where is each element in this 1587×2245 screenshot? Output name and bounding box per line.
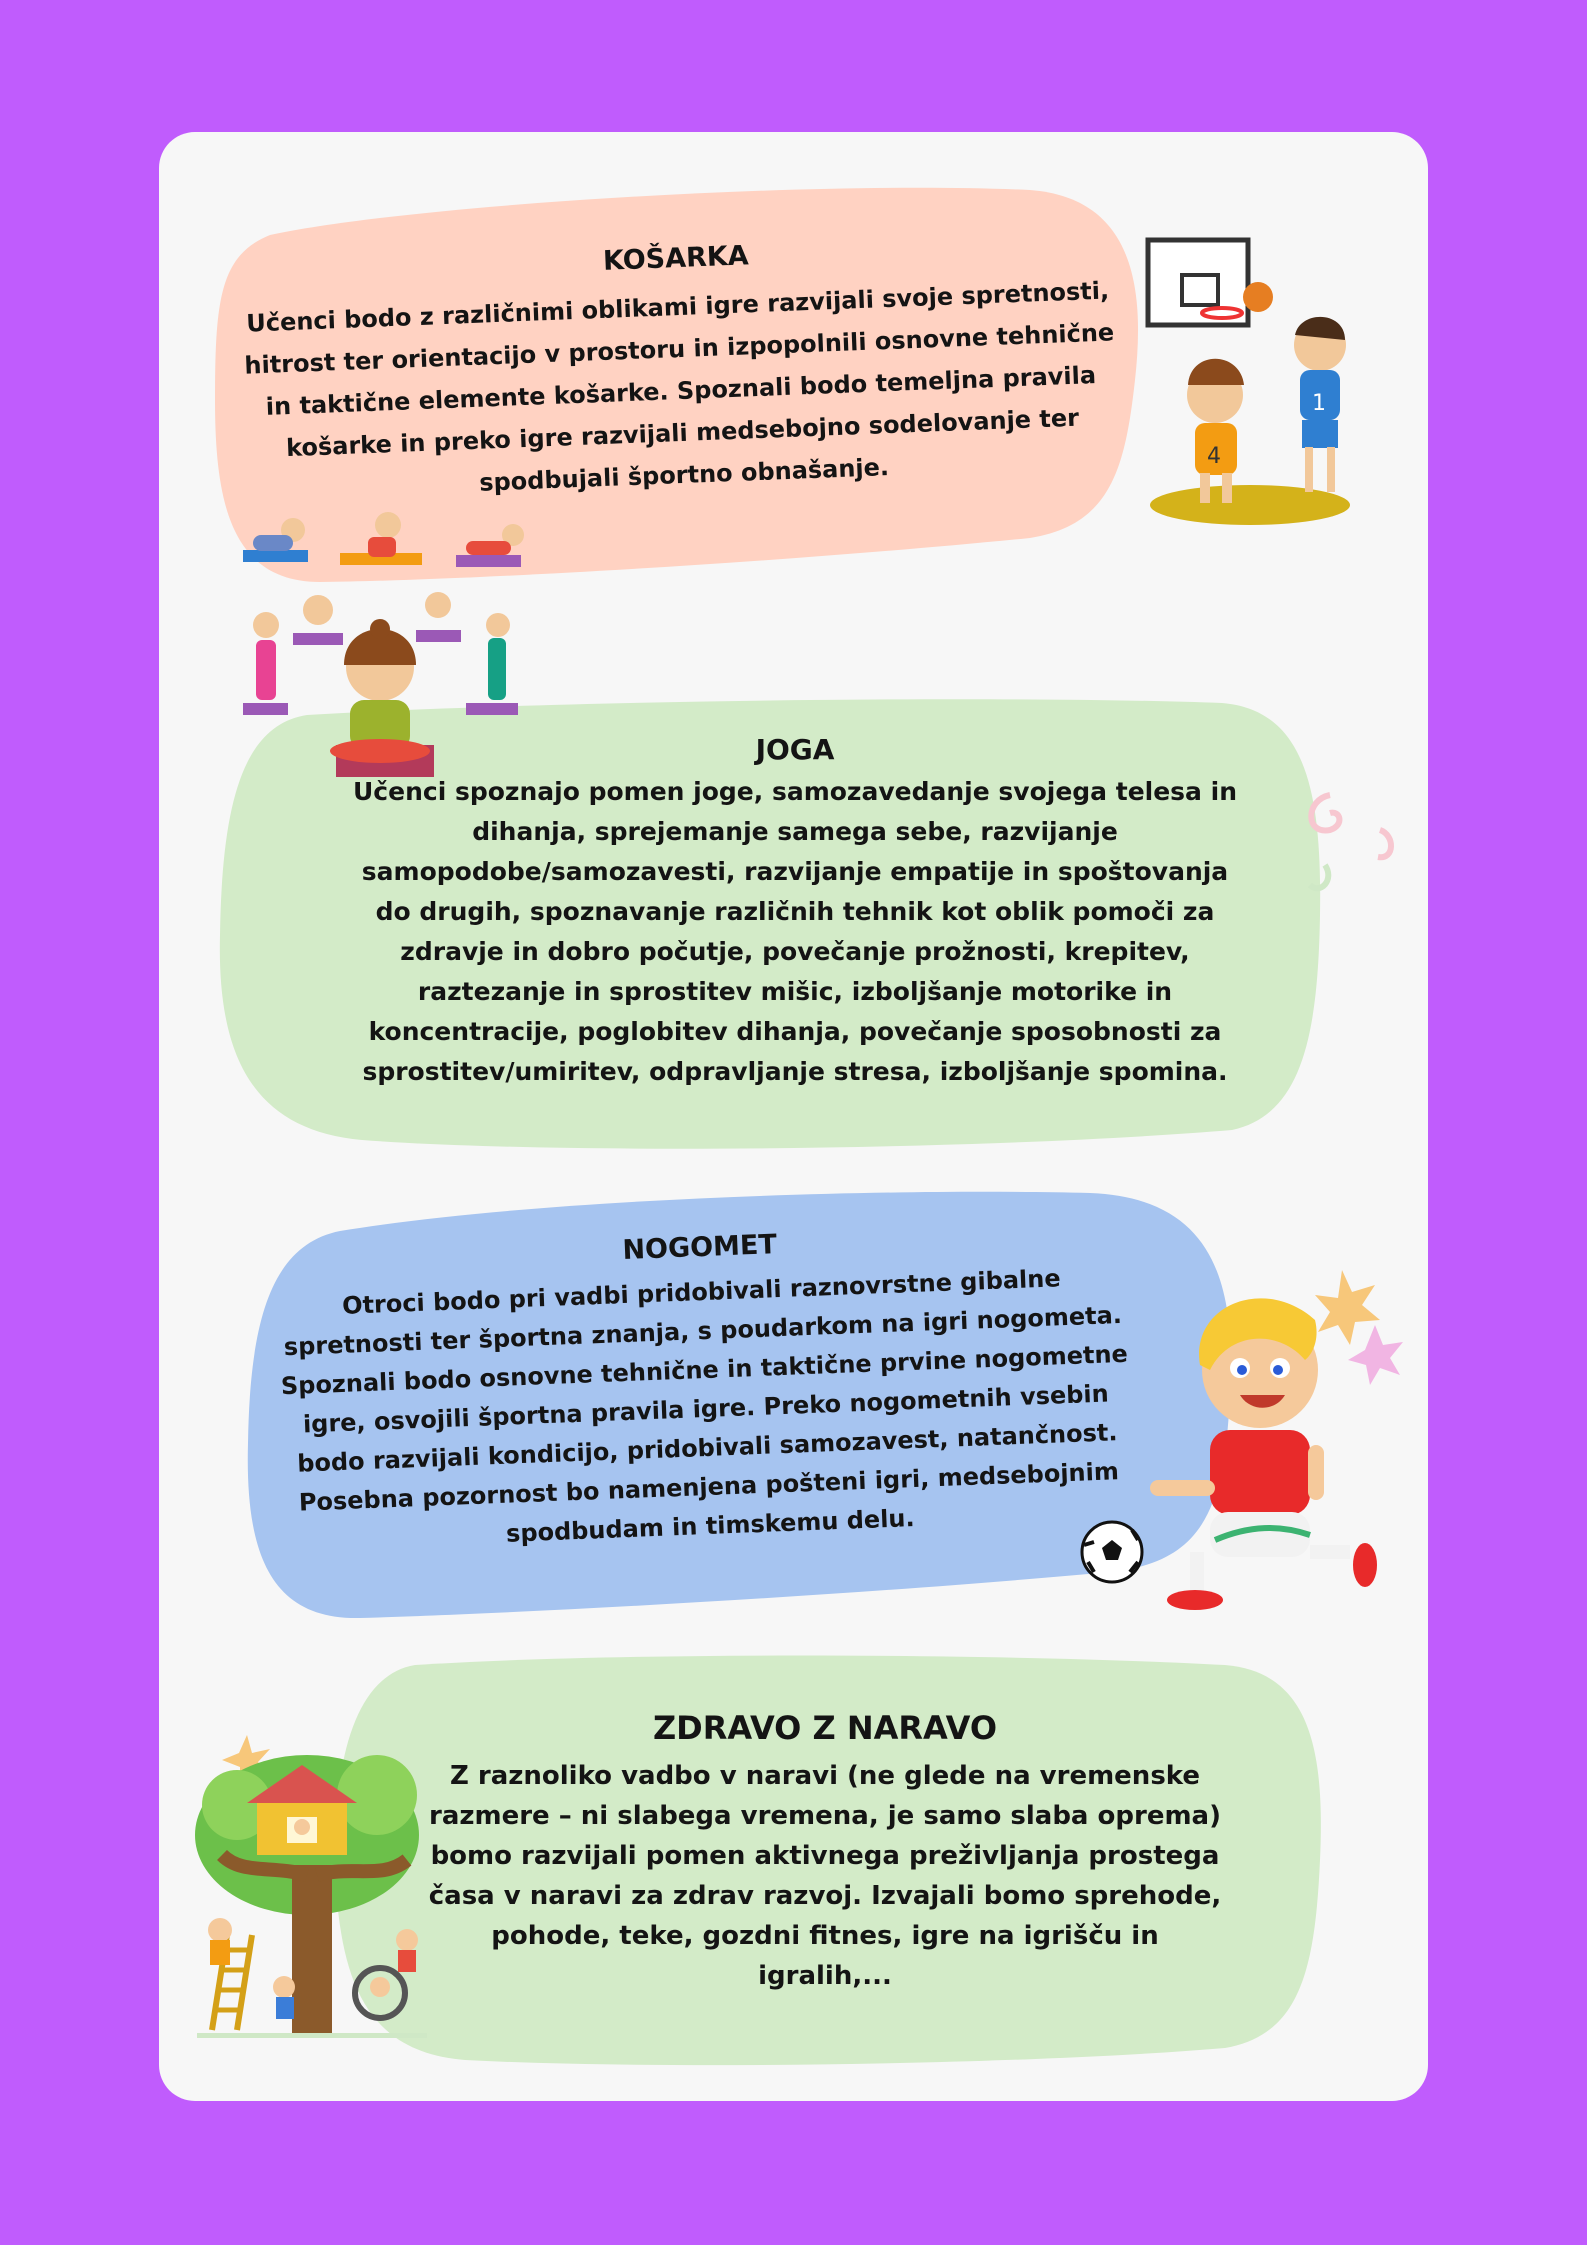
yoga-kids-icon	[238, 505, 538, 780]
joga-title: JOGA	[755, 733, 835, 766]
kosarka-title: KOŠARKA	[602, 240, 750, 277]
nogomet-title: NOGOMET	[621, 1229, 778, 1267]
zdravo-section	[420, 1708, 1230, 1996]
kosarka-body: Učenci bodo z različnimi oblikami igre razvijali svoje spretnosti, hitrost ter orientacijo v prostoru in izpopolnili osnovne tehnične in taktične elemente košarke. Spoznali bodo temeljna pravila košarke in preko igre razvijali medsebojno sodelovanje ter spodbujali športno obnašanje.	[243, 276, 1115, 497]
treehouse-kids-icon	[192, 1725, 432, 2040]
soccer-boy-icon	[1080, 1270, 1410, 1620]
nogomet-body: Otroci bodo pri vadbi pridobivali raznovrstne gibalne spretnosti ter športna znanja, s poudarkom na igri nogometa. Spoznali bodo osnovne tehnične in taktične prvine nogometne igre, osvojili športna pravila igre. Preko nogometnih vsebin bodo razvijali kondicijo, pridobivali samozavest, natančnost. Posebna pozornost bo namenjena pošteni igri, medsebojnim spodbudam in timskemu delu.	[280, 1264, 1129, 1548]
svg-text:4: 4	[1207, 444, 1221, 469]
joga-section	[350, 730, 1240, 1092]
svg-text:1: 1	[1312, 391, 1326, 416]
zdravo-body: Z raznoliko vadbo v naravi (ne glede na vremenske razmere – ni slabega vremena, je samo slaba oprema) bomo razvijali pomen aktivnega preživljanja prostega časa v naravi za zdrav razvoj. Izvajali bomo sprehode, pohode, teke, gozdni fitnes, igre na igrišču in igralih,...	[428, 1761, 1222, 1991]
kosarka-section	[235, 221, 1124, 513]
joga-body: Učenci spoznajo pomen joge, samozavedanje svojega telesa in dihanja, sprejemanje samega sebe, razvijanje samopodobe/samozavesti, razvijanje empatije in spoštovanja do drugih, spoznavanje različnih tehnik kot oblik pomoči za zdravje in dobro počutje, povečanje prožnosti, krepitev, raztezanje in sprostitev mišic, izboljšanje motorike in koncentracije, poglobitev dihanja, povečanje sposobnosti za sprostitev/umiritev, odpravljanje stresa, izboljšanje spomina.	[353, 777, 1237, 1086]
basketball-players-icon	[1140, 235, 1360, 535]
swirl-decoration-icon	[1300, 785, 1410, 905]
nogomet-section	[269, 1212, 1141, 1563]
zdravo-title: ZDRAVO Z NARAVO	[652, 1709, 998, 1747]
